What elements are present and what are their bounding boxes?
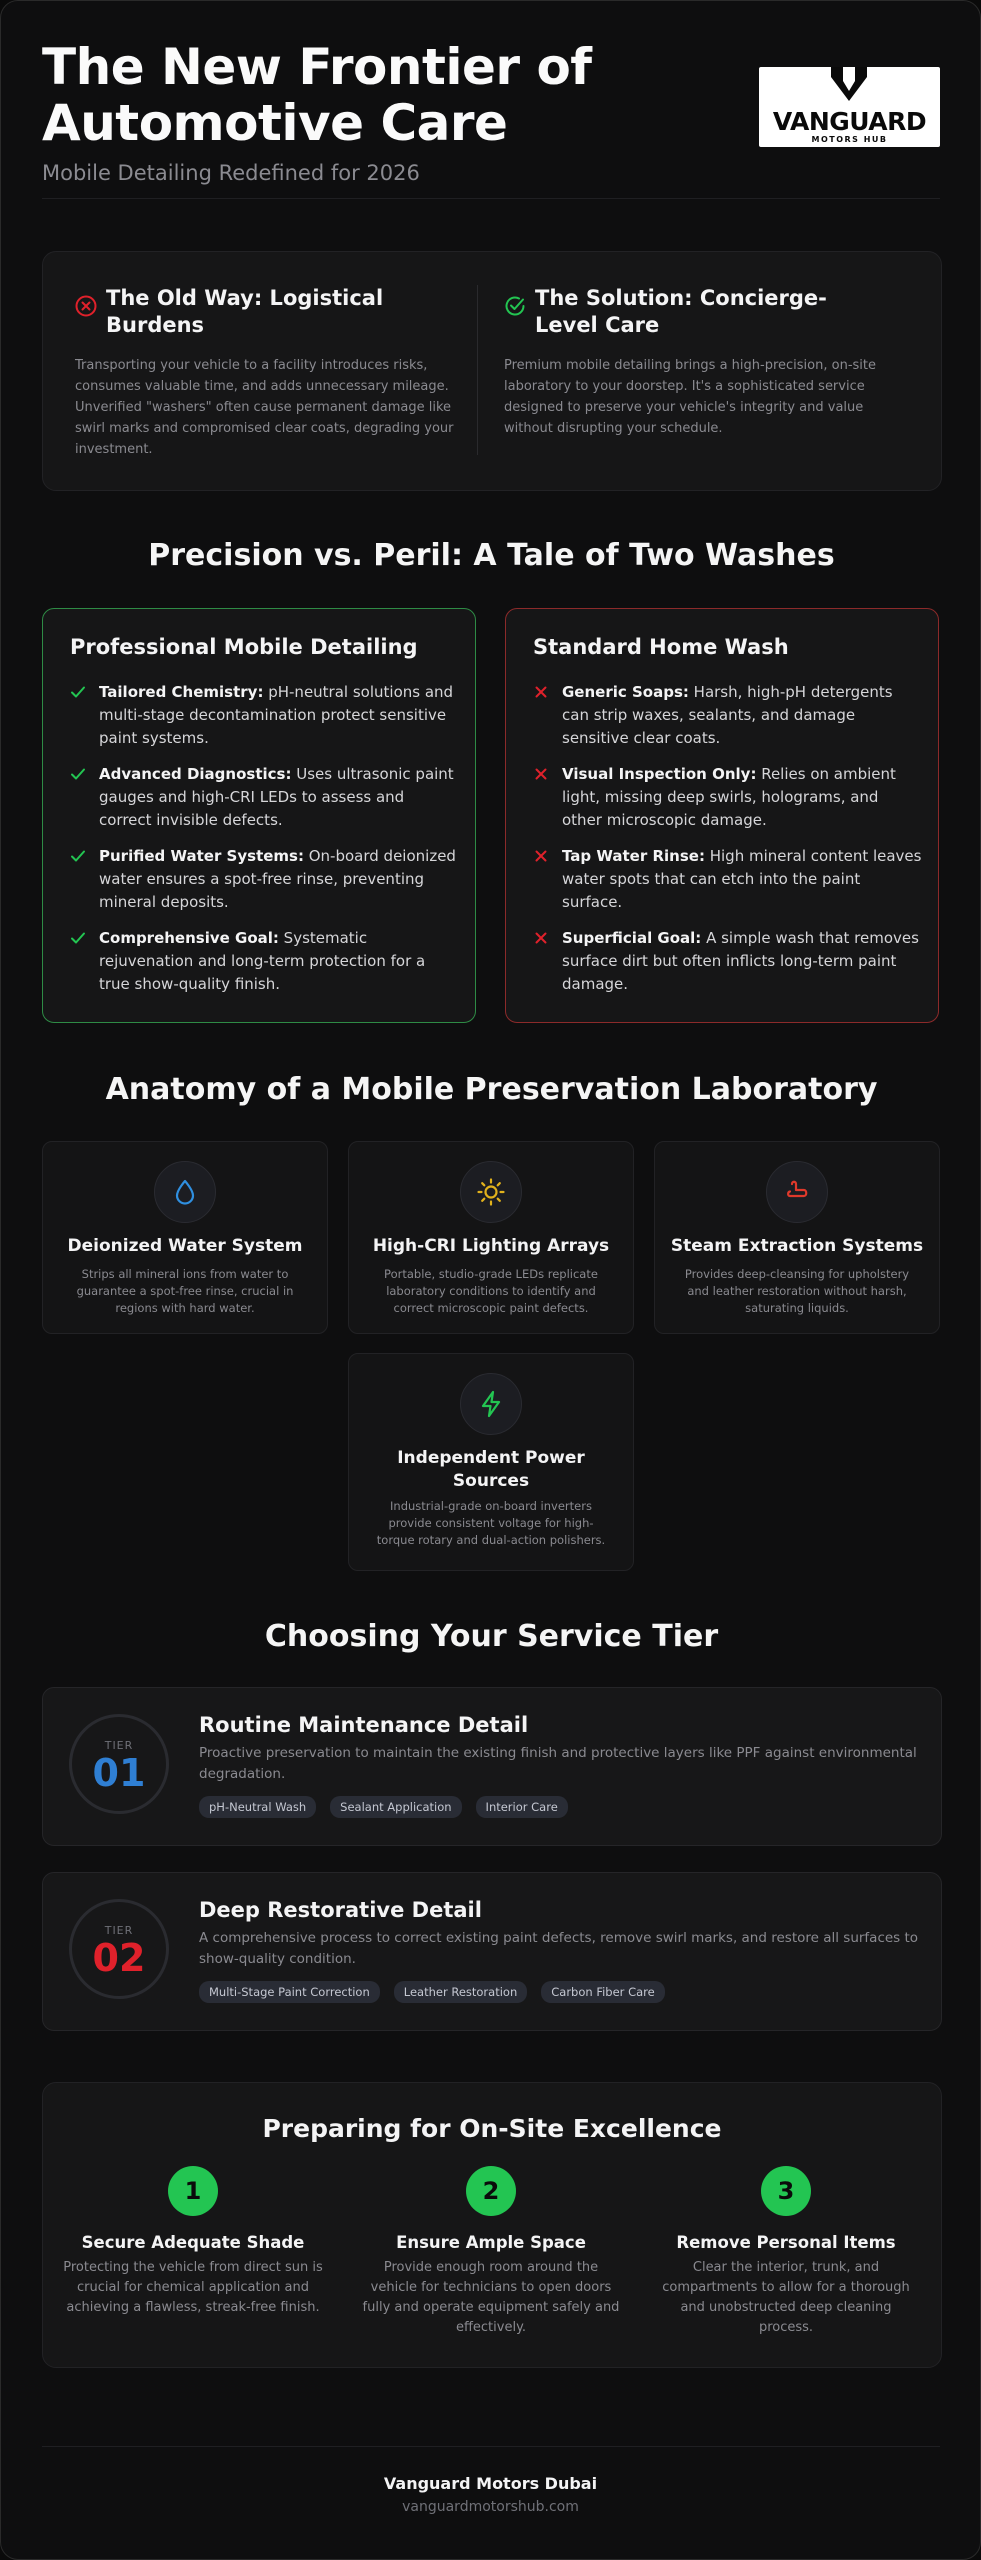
list-item <box>70 681 460 750</box>
feature-title: Deionized Water System <box>67 1236 303 1256</box>
tier-text: A comprehensive process to correct existing paint defects, remove swirl marks, and restore all surfaces to show-quality condition. <box>199 1930 919 1967</box>
tier-label: TIER <box>104 1924 134 1937</box>
tag-chip: pH-Neutral Wash <box>199 1796 316 1818</box>
feature-text: Portable, studio-grade LEDs replicate laboratory conditions to identify and correct microscopic paint defects. <box>384 1267 598 1315</box>
feature-card-water <box>42 1141 328 1334</box>
item-bold: Tailored Chemistry: <box>99 683 264 701</box>
tier-number: 01 <box>92 1751 146 1795</box>
lightning-icon <box>476 1389 506 1419</box>
footer-company-name: Vanguard Motors Dubai <box>383 2474 598 2493</box>
pro-list <box>70 681 460 1009</box>
step-number-badge: 1 <box>168 2166 218 2216</box>
item-text: Relies on ambient light, missing deep swirls, holograms, and other microscopic damage. <box>562 765 896 829</box>
item-bold: Visual Inspection Only: <box>562 765 757 783</box>
item-text: pH-neutral solutions and multi-stage decontamination protect sensitive paint systems. <box>99 683 454 747</box>
feature-icon-badge <box>766 1161 828 1223</box>
tier-text: Proactive preservation to maintain the existing finish and protective layers like PPF against environmental degradation. <box>199 1745 917 1782</box>
tag-chip: Leather Restoration <box>394 1981 527 2003</box>
feature-card-lighting <box>348 1141 634 1334</box>
list-item <box>70 763 460 832</box>
list-item <box>533 681 923 750</box>
prep-card <box>42 2082 942 2368</box>
steam-icon <box>782 1177 812 1207</box>
tier-card-restorative <box>42 1872 942 2031</box>
old-way-title: The Old Way: Logistical Burdens <box>106 286 384 337</box>
step-title: Remove Personal Items <box>676 2233 896 2252</box>
x-icon <box>533 930 549 946</box>
list-item <box>533 763 923 832</box>
tiers-section-title: Choosing Your Service Tier <box>264 1619 719 1654</box>
tag-chip: Interior Care <box>476 1796 568 1818</box>
tier-title: Routine Maintenance Detail <box>199 1713 529 1737</box>
item-text: On-board deionized water ensures a spot-free rinse, preventing mineral deposits. <box>99 847 456 911</box>
item-text: High mineral content leaves water spots that can etch into the paint surface. <box>562 847 922 911</box>
tier-badge <box>69 1899 169 1999</box>
feature-text: Provides deep-cleansing for upholstery and leather restoration without harsh, saturating liquids. <box>684 1267 910 1315</box>
feature-icon-badge <box>460 1373 522 1435</box>
prep-step-1 <box>63 2166 323 2318</box>
item-text: Uses ultrasonic paint gauges and high-CRI LEDs to assess and correct invisible defects. <box>99 765 454 829</box>
list-item <box>533 927 923 996</box>
list-item <box>533 845 923 914</box>
title-line-2: Automotive Care <box>42 94 508 152</box>
solution-title: The Solution: Concierge-Level Care <box>535 286 827 337</box>
tier-number: 02 <box>92 1936 146 1980</box>
step-number-badge: 2 <box>466 2166 516 2216</box>
prep-step-3 <box>656 2166 916 2338</box>
intro-card <box>42 251 942 491</box>
x-icon <box>533 766 549 782</box>
water-drop-icon <box>170 1177 200 1207</box>
sun-icon <box>476 1177 506 1207</box>
step-text: Clear the interior, trunk, and compartments to allow for a thorough and unobstructed deep cleaning process. <box>662 2260 910 2335</box>
item-text: Systematic rejuvenation and long-term protection for a true show-quality finish. <box>99 929 426 993</box>
feature-title: High-CRI Lighting Arrays <box>372 1236 610 1256</box>
x-icon <box>533 684 549 700</box>
x-circle-icon <box>75 295 97 317</box>
tier-label: TIER <box>104 1739 134 1752</box>
solution-text: Premium mobile detailing brings a high-precision, on-site laboratory to your doorstep. It's a sophisticated service designed to preserve your vehicle's integrity and value without disrupting your schedule. <box>504 358 876 436</box>
check-icon <box>70 684 86 700</box>
compare-section-title: Precision vs. Peril: A Tale of Two Washes <box>148 538 835 573</box>
feature-text: Strips all mineral ions from water to guarantee a spot-free rinse, crucial in regions with hard water. <box>76 1267 294 1315</box>
tier-title: Deep Restorative Detail <box>199 1898 482 1922</box>
tag-chip: Multi-Stage Paint Correction <box>199 1981 380 2003</box>
tier-tags <box>199 1796 582 1818</box>
step-number-badge: 3 <box>761 2166 811 2216</box>
x-icon <box>533 848 549 864</box>
pro-detailing-card <box>42 608 476 1023</box>
prep-step-2 <box>361 2166 621 2338</box>
feature-icon-badge <box>154 1161 216 1223</box>
tier-badge <box>69 1714 169 1814</box>
logo-subtext: MOTORS HUB <box>811 135 888 144</box>
list-item <box>70 845 460 914</box>
logo-brand-text: VANGUARD <box>772 107 927 136</box>
feature-card-power <box>348 1353 634 1571</box>
old-way-column <box>75 285 455 460</box>
feature-title: Steam Extraction Systems <box>670 1236 924 1256</box>
tag-chip: Sealant Application <box>330 1796 461 1818</box>
item-bold: Purified Water Systems: <box>99 847 304 865</box>
feature-title: Independent Power Sources <box>397 1448 585 1491</box>
page-subtitle: Mobile Detailing Redefined for 2026 <box>42 161 420 185</box>
step-title: Ensure Ample Space <box>396 2233 586 2252</box>
item-bold: Superficial Goal: <box>562 929 702 947</box>
step-title: Secure Adequate Shade <box>81 2233 305 2252</box>
item-bold: Generic Soaps: <box>562 683 689 701</box>
tier-card-routine <box>42 1687 942 1846</box>
pro-card-title: Professional Mobile Detailing <box>70 635 418 659</box>
check-icon <box>70 766 86 782</box>
item-bold: Tap Water Rinse: <box>562 847 705 865</box>
anatomy-section-title: Anatomy of a Mobile Preservation Laboratory <box>105 1072 878 1107</box>
check-icon <box>70 930 86 946</box>
check-icon <box>70 848 86 864</box>
item-bold: Comprehensive Goal: <box>99 929 279 947</box>
step-text: Provide enough room around the vehicle for technicians to open doors fully and operate equipment safely and effectively. <box>362 2260 620 2335</box>
footer-divider <box>42 2446 940 2447</box>
footer-website-link[interactable]: vanguardmotorshub.com <box>402 2499 579 2515</box>
item-bold: Advanced Diagnostics: <box>99 765 292 783</box>
feature-card-steam <box>654 1141 940 1334</box>
shield-logo-icon <box>831 67 867 101</box>
title-line-1: The New Frontier of <box>42 38 592 96</box>
item-text: A simple wash that removes surface dirt but often inflicts long-term paint damage. <box>562 929 919 993</box>
step-text: Protecting the vehicle from direct sun is crucial for chemical application and achieving a flawless, streak-free finish. <box>63 2260 323 2315</box>
tag-chip: Carbon Fiber Care <box>541 1981 664 2003</box>
home-wash-card <box>505 608 939 1023</box>
check-circle-icon <box>504 295 526 317</box>
prep-title: Preparing for On-Site Excellence <box>262 2114 722 2143</box>
header-divider <box>42 198 940 199</box>
item-text: Harsh, high-pH detergents can strip waxes, sealants, and damage sensitive clear coats. <box>562 683 893 747</box>
solution-column <box>504 285 884 439</box>
vanguard-logo <box>759 67 940 147</box>
feature-text: Industrial-grade on-board inverters provide consistent voltage for high-torque rotary and dual-action polishers. <box>376 1499 606 1547</box>
list-item <box>70 927 460 996</box>
feature-icon-badge <box>460 1161 522 1223</box>
std-list <box>533 681 923 1009</box>
tier-tags <box>199 1981 679 2003</box>
std-card-title: Standard Home Wash <box>533 635 789 659</box>
header <box>42 39 940 199</box>
old-way-text: Transporting your vehicle to a facility introduces risks, consumes valuable time, and adds unnecessary mileage. Unverified "washers" often cause permanent damage like swirl marks and compromised clear coats, degrading your investment. <box>75 358 454 457</box>
intro-divider <box>477 285 478 455</box>
